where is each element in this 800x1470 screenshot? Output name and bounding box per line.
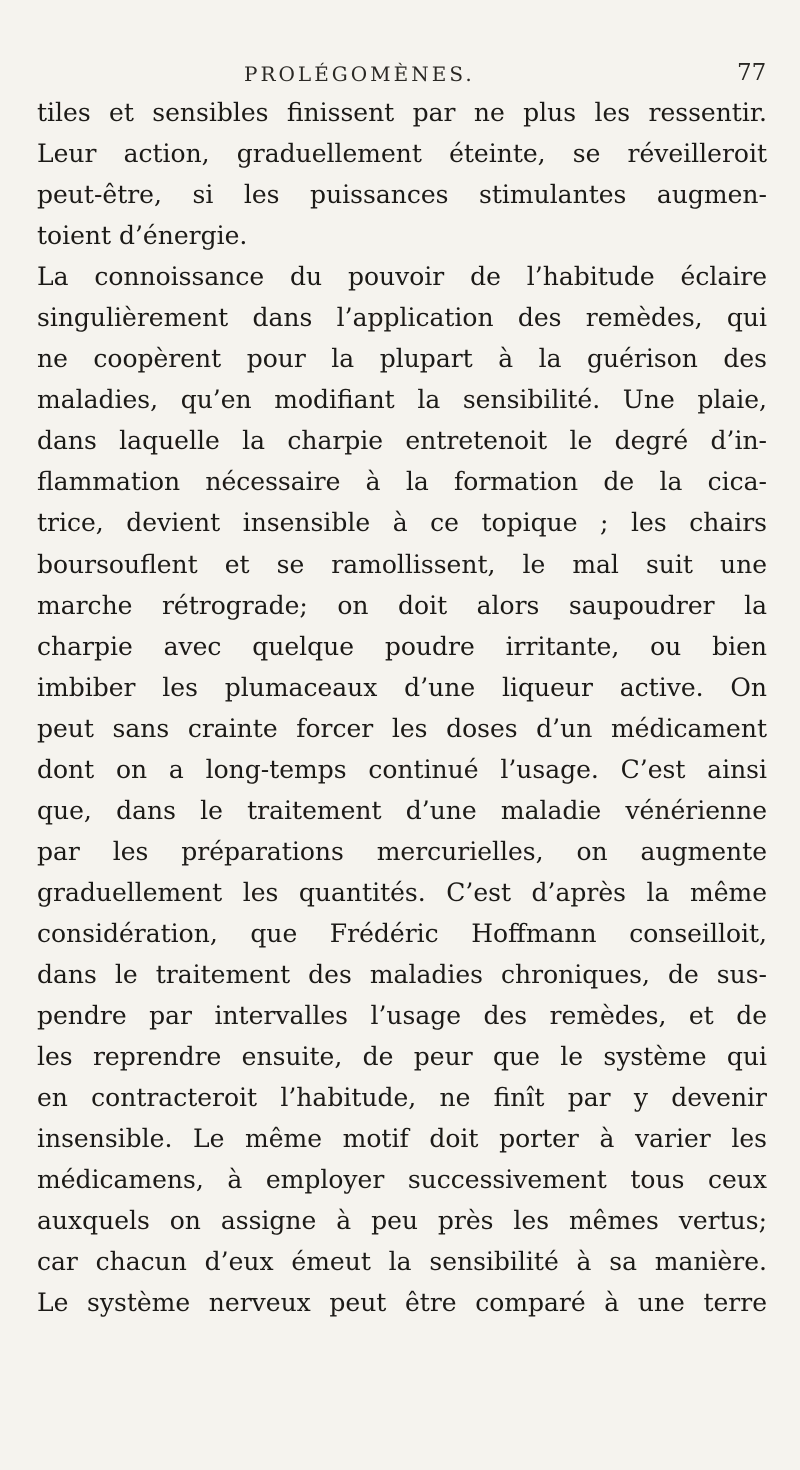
text-line: singulièrement dans l’application des remèdes, qui xyxy=(37,303,767,333)
text-line: auxquels on assigne à peu près les mêmes vertus; xyxy=(37,1206,767,1236)
text-line: médicamens, à employer successivement tous ceux xyxy=(37,1165,767,1195)
text-line: graduellement les quantités. C’est d’après la même xyxy=(37,877,767,907)
text-line: peut sans crainte forcer les doses d’un médicament xyxy=(37,713,767,743)
text-line: trice, devient insensible à ce topique ; les chairs xyxy=(37,508,767,538)
text-line: considération, que Frédéric Hoffmann conseilloit, xyxy=(37,918,767,948)
text-line: dont on a long-temps continué l’usage. C’est ainsi xyxy=(37,754,767,784)
page-number: 77 xyxy=(737,60,767,86)
running-head xyxy=(0,62,800,92)
text-line: en contracteroit l’habitude, ne finît par y devenir xyxy=(37,1083,767,1113)
text-line: peut-être, si les puissances stimulantes augmen- xyxy=(37,180,767,210)
text-line: Le système nerveux peut être comparé à une terre xyxy=(37,1288,767,1318)
text-line: maladies, qu’en modifiant la sensibilité. Une plaie, xyxy=(37,385,767,415)
text-line: les reprendre ensuite, de peur que le système qui xyxy=(37,1042,767,1072)
text-line: boursouflent et se ramollissent, le mal suit une xyxy=(37,549,767,579)
text-line: insensible. Le même motif doit porter à varier les xyxy=(37,1124,767,1154)
text-line: dans le traitement des maladies chroniques, de sus- xyxy=(37,959,767,989)
text-line: dans laquelle la charpie entretenoit le degré d’in- xyxy=(37,426,767,456)
text-line: pendre par intervalles l’usage des remèdes, et de xyxy=(37,1001,767,1031)
text-line: par les préparations mercurielles, on augmente xyxy=(37,836,767,866)
paragraph-start-line: La connoissance du pouvoir de l’habitude éclaire xyxy=(37,262,767,292)
text-line: Leur action, graduellement éteinte, se réveilleroit xyxy=(37,139,767,169)
text-line: charpie avec quelque poudre irritante, ou bien xyxy=(37,631,767,661)
text-line: imbiber les plumaceaux d’une liqueur active. On xyxy=(37,672,767,702)
running-title: PROLÉGOMÈNES. xyxy=(244,62,475,86)
body-text xyxy=(37,92,767,1323)
text-line: que, dans le traitement d’une maladie vénérienne xyxy=(37,795,767,825)
text-line: car chacun d’eux émeut la sensibilité à sa manière. xyxy=(37,1247,767,1277)
text-line: ne coopèrent pour la plupart à la guérison des xyxy=(37,344,767,374)
text-line: marche rétrograde; on doit alors saupoudrer la xyxy=(37,590,767,620)
text-line: flammation nécessaire à la formation de la cica- xyxy=(37,467,767,497)
text-line: toient d’énergie. xyxy=(37,221,248,251)
text-line: tiles et sensibles finissent par ne plus les ressentir. xyxy=(37,98,767,127)
